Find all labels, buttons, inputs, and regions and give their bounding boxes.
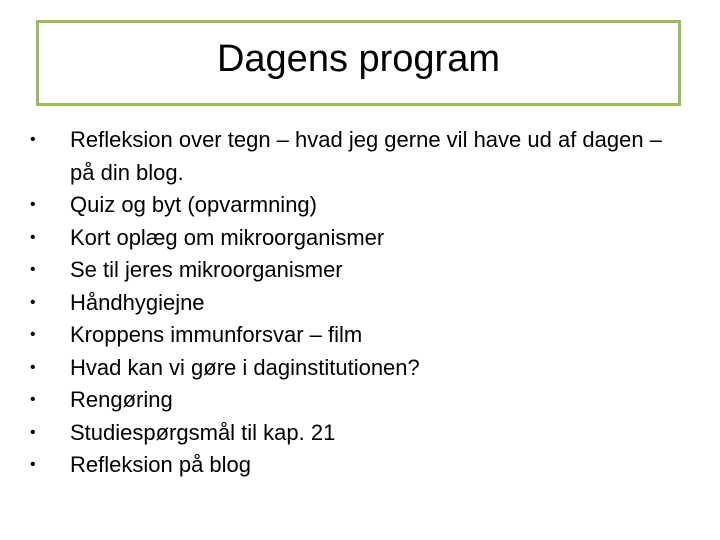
agenda-item-text: Se til jeres mikroorganismer xyxy=(70,257,343,282)
agenda-item xyxy=(28,287,688,320)
bullet-icon: • xyxy=(30,456,36,473)
agenda-item-text: Refleksion på blog xyxy=(70,452,252,477)
agenda-item-text: Kort oplæg om mikroorganismer xyxy=(70,224,385,250)
agenda-item-text: Håndhygiejne xyxy=(70,289,205,315)
agenda-item-text: Kroppens immunforsvar – film xyxy=(70,322,363,347)
bullet-icon: • xyxy=(30,423,36,441)
slide-title: Dagens program xyxy=(216,38,501,80)
bullet-icon: • xyxy=(30,326,36,343)
agenda-item xyxy=(28,319,688,352)
bullet-icon: • xyxy=(30,391,36,408)
bullet-icon: • xyxy=(30,293,36,311)
agenda-item-text: Rengøring xyxy=(70,387,173,412)
agenda-item-text: Studiespørgsmål til kap. 21 xyxy=(70,419,336,445)
agenda-item xyxy=(28,384,688,417)
agenda-item xyxy=(28,222,688,255)
bullet-icon: • xyxy=(30,196,36,213)
title-box xyxy=(36,20,681,106)
bullet-icon: • xyxy=(30,131,36,148)
agenda-item-text: Refleksion over tegn – hvad jeg gerne vil have ud af dagen – på din blog. xyxy=(70,127,662,185)
agenda-item xyxy=(28,124,688,189)
agenda-item xyxy=(28,352,688,385)
bullet-icon: • xyxy=(30,261,36,278)
agenda-item xyxy=(28,254,688,287)
agenda-item xyxy=(28,189,688,222)
bullet-icon: • xyxy=(30,228,36,246)
bullet-icon: • xyxy=(30,358,36,376)
agenda-item-text: Quiz og byt (opvarmning) xyxy=(70,192,317,217)
agenda-item xyxy=(28,449,688,482)
agenda-item xyxy=(28,417,688,450)
agenda-item-text: Hvad kan vi gøre i daginstitutionen? xyxy=(70,354,420,380)
agenda-list xyxy=(28,124,688,482)
